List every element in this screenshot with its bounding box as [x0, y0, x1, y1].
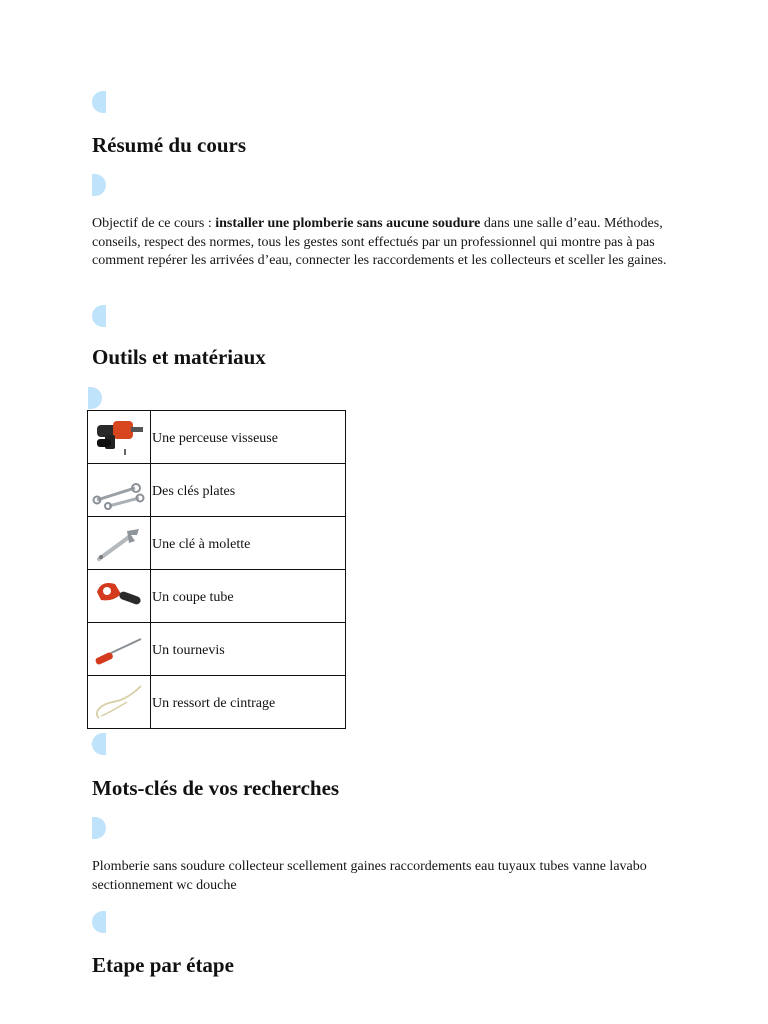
- section-marker-left: [92, 733, 106, 755]
- section-marker-left: [92, 911, 106, 933]
- table-row: [88, 464, 346, 517]
- wrenches-icon: [91, 470, 147, 510]
- section-marker-right: [88, 387, 102, 409]
- tool-label: Des clés plates: [151, 464, 346, 517]
- section-marker-left: [92, 305, 106, 327]
- table-row: [88, 411, 346, 464]
- tool-label: Un coupe tube: [151, 570, 346, 623]
- intro-suffix: dans une salle d’eau. Méthodes, conseils, respect des normes, tous les gestes sont effectués par un professionnel qui montre pas à pas comment repérer les arrivées d’eau, connecter les raccordements et les collecteurs et sceller les gaines.: [92, 216, 667, 268]
- bending-spring-icon: [91, 682, 147, 722]
- tool-image-cell: [88, 676, 151, 729]
- tool-label: Un tournevis: [151, 623, 346, 676]
- adjustable-wrench-icon: [91, 523, 147, 563]
- intro-paragraph: [92, 215, 682, 271]
- tool-image-cell: [88, 570, 151, 623]
- tool-image-cell: [88, 623, 151, 676]
- section-marker-left: [92, 91, 106, 113]
- table-row: [88, 570, 346, 623]
- section-marker-right: [92, 174, 106, 196]
- tool-image-cell: [88, 517, 151, 570]
- tool-label: Une clé à molette: [151, 517, 346, 570]
- heading-resume: Résumé du cours: [92, 133, 247, 157]
- table-row: [88, 623, 346, 676]
- tool-label: Une perceuse visseuse: [151, 411, 346, 464]
- tool-image-cell: [88, 464, 151, 517]
- heading-mots-cles: Mots-clés de vos recherches: [92, 776, 340, 800]
- tool-label: Un ressort de cintrage: [151, 676, 346, 729]
- section-marker-right: [92, 817, 106, 839]
- heading-outils: Outils et matériaux: [92, 345, 266, 369]
- drill-icon: [91, 417, 147, 457]
- intro-prefix: Objectif de ce cours :: [92, 216, 216, 231]
- screwdriver-icon: [91, 629, 147, 669]
- pipe-cutter-icon: [91, 576, 147, 616]
- heading-etape: Etape par étape: [92, 953, 234, 977]
- tools-table: [87, 410, 346, 729]
- keywords-paragraph: Plomberie sans soudure collecteur scellement gaines raccordements eau tuyaux tubes vanne lavabo sectionnement wc douche: [92, 859, 647, 893]
- tool-image-cell: [88, 411, 151, 464]
- table-row: [88, 676, 346, 729]
- intro-bold: installer une plomberie sans aucune soudure: [215, 216, 481, 231]
- table-row: [88, 517, 346, 570]
